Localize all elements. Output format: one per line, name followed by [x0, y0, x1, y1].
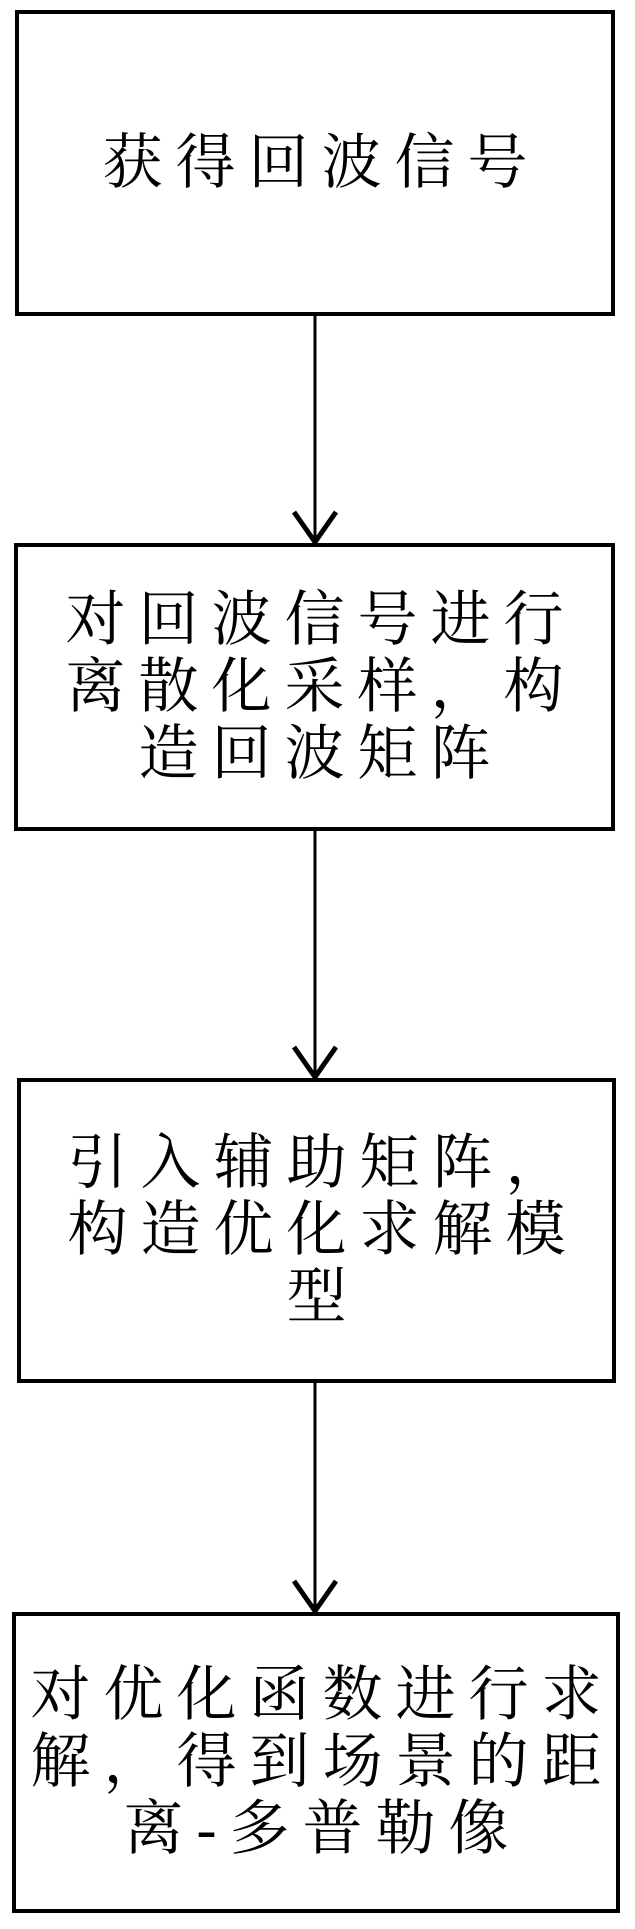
flow-connector-3 — [285, 1383, 345, 1612]
arrow-down-icon — [285, 1383, 345, 1612]
flow-connector-1 — [285, 316, 345, 543]
flow-step-2-text-line: 离散化采样，构 — [65, 653, 577, 720]
flow-step-2-box — [14, 543, 615, 831]
flow-step-4-text-line: 离-多普勒像 — [123, 1796, 522, 1862]
flow-step-4-text-line: 解，得到场景的距 — [30, 1729, 615, 1795]
flow-step-1-text: 获得回波信号 — [102, 129, 541, 196]
flow-step-1-box — [15, 10, 615, 316]
flow-connector-2 — [285, 831, 345, 1078]
flow-step-2-text-line: 对回波信号进行 — [65, 586, 577, 653]
arrow-down-icon — [285, 831, 345, 1078]
flow-step-3-box — [17, 1078, 616, 1383]
flow-step-4-text-line: 对优化函数进行求 — [30, 1662, 615, 1728]
flow-step-3-text-line: 型 — [286, 1264, 360, 1330]
flow-step-4-box — [12, 1612, 620, 1913]
flow-step-3-text-line: 引入辅助矩阵， — [67, 1130, 579, 1196]
arrow-down-icon — [285, 316, 345, 543]
flow-step-3-text-line: 构造优化求解模 — [67, 1197, 579, 1263]
flow-step-2-text-line: 造回波矩阵 — [138, 720, 504, 787]
